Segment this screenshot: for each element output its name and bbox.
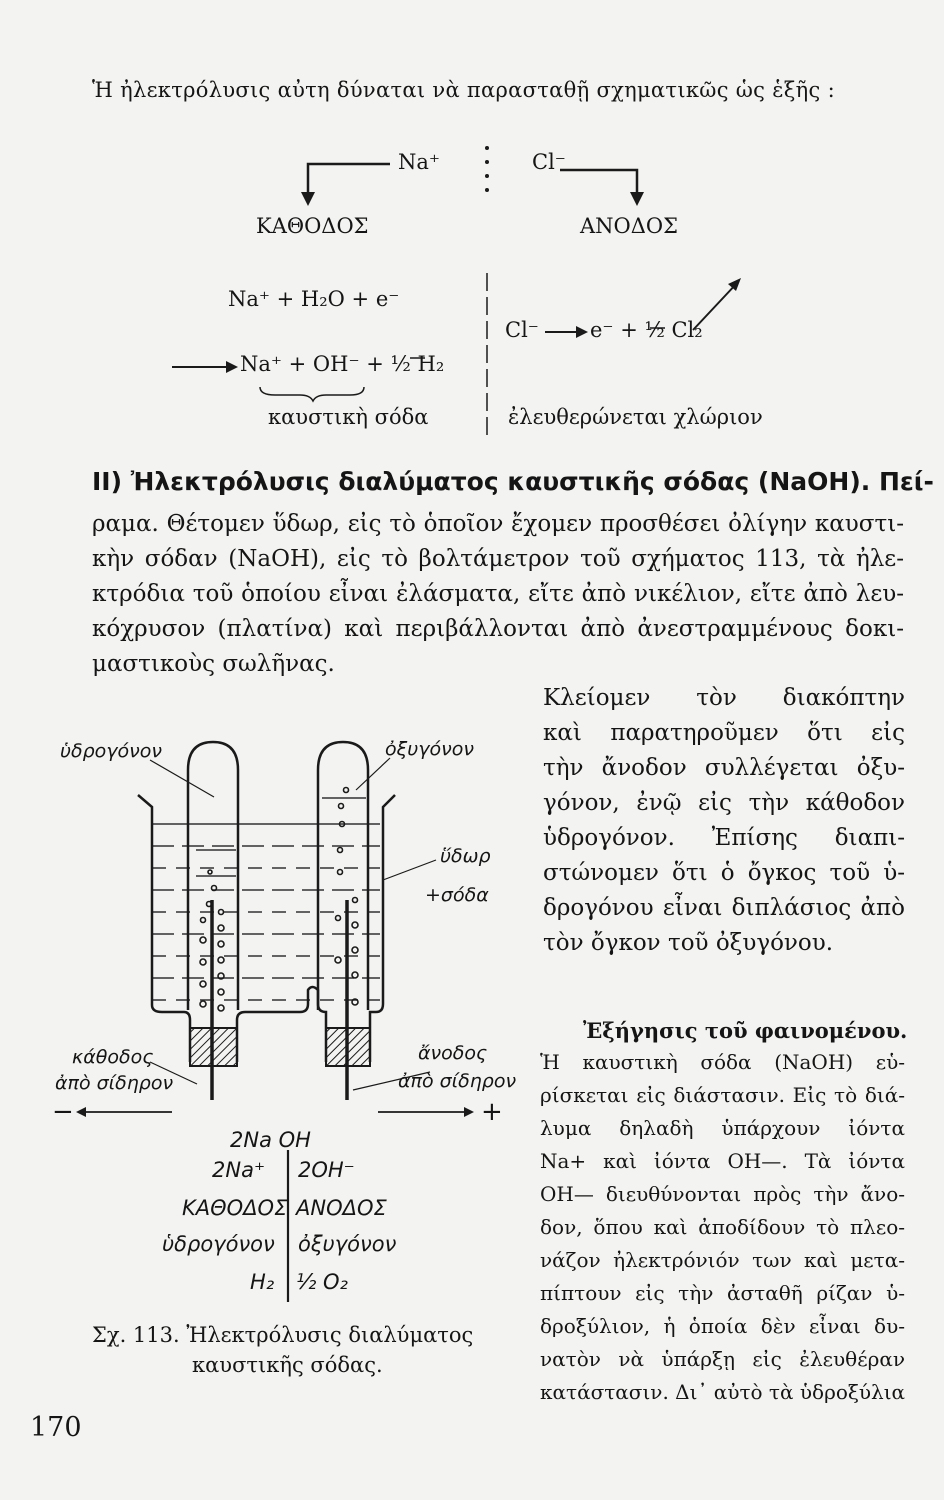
table-anode: ΑΝΟΔΟΣ — [296, 1196, 387, 1220]
formula-naoh: 2Na OH — [230, 1128, 311, 1152]
observation-line: ὑδρογόνον. Ἐπίσης διαπι- — [543, 825, 905, 851]
anode-heading: ΑΝΟΔΟΣ — [580, 214, 678, 238]
paragraph-line: κτρόδια τοῦ ὁποίου εἶναι ἐλάσματα, εἴτε ἀπὸ νικέλιον, εἴτε ἀπὸ λευ- — [92, 581, 904, 607]
explanation-line: Ἡ καυστικὴ σόδα (NaOH) εὑ- — [540, 1050, 905, 1074]
explanation-line: δροξύλιον, ἡ ὁποία δὲν εἶναι δυ- — [540, 1314, 905, 1338]
anode-note: ἐλευθερώνεται χλώριον — [508, 405, 763, 429]
explanation-line: ρίσκεται εἰς διάστασιν. Εἰς τὸ διά- — [540, 1083, 905, 1107]
observation-line: δρογόνου εἶναι διπλάσιος ἀπὸ — [543, 895, 905, 921]
explanation-line: νάζον ἠλεκτρόνιόν των καὶ μετα- — [540, 1248, 905, 1272]
observation-line: στώνομεν ὅτι ὁ ὄγκος τοῦ ὑ- — [543, 860, 905, 886]
cl-ion-label: Cl⁻ — [532, 150, 566, 174]
anode-label: ἄνοδος — [418, 1042, 488, 1064]
observation-line: τὴν ἄνοδον συλλέγεται ὀξυ- — [543, 755, 905, 781]
explanation-line: νατὸν νὰ ὑπάρξῃ εἰς ἐλευθέραν — [540, 1347, 905, 1371]
water-label: ὕδωρ — [440, 845, 491, 867]
explanation-line: πίπτουν εἰς τὴν ἀσταθῆ ρίζαν ὑ- — [540, 1281, 905, 1305]
explanation-line: λυμα δηλαδὴ ὑπάρχουν ἰόντα — [540, 1116, 905, 1140]
ions-sodium: 2Na⁺ — [212, 1158, 266, 1182]
anode-equation-products: e⁻ + ½ Cl₂ — [590, 318, 703, 342]
plus-terminal: + — [481, 1097, 503, 1127]
oxygen-label: ὀξυγόνον — [385, 738, 474, 760]
cathode-label: κάθοδος — [72, 1046, 154, 1068]
paragraph-line: μαστικοὺς σωλῆνας. — [92, 651, 335, 677]
cathode-equation-reactants: Na⁺ + H₂O + e⁻ — [228, 287, 400, 311]
product-o2: ½ O₂ — [296, 1270, 348, 1294]
table-cathode: ΚΑΘΟΔΟΣ — [182, 1196, 288, 1220]
table-oxygen: ὀξυγόνον — [298, 1232, 397, 1256]
observation-line: καὶ παρατηροῦμεν ὅτι εἰς — [543, 720, 905, 746]
explanation-heading: Ἐξήγησις τοῦ φαινομένου. — [583, 1018, 908, 1043]
ions-hydroxide: 2OH⁻ — [298, 1158, 355, 1182]
explanation-line: δον, ὅπου καὶ ἀποδίδουν τὸ πλεο- — [540, 1215, 905, 1239]
anode-material-label: ἀπὸ σίδηρον — [398, 1070, 517, 1092]
observation-line: τὸν ὄγκον τοῦ ὀξυγόνου. — [543, 930, 834, 956]
cathode-note: καυστικὴ σόδα — [268, 405, 429, 429]
paragraph-line: κὴν σόδαν (NaOH), εἰς τὸ βολτάμετρον τοῦ σχήματος 113, τὰ ἠλε- — [92, 546, 904, 572]
soda-label: +σόδα — [425, 884, 489, 906]
paragraph-line: κόχρυσον (πλατίνα) καὶ περιβάλλονται ἀπὸ ἀνεστραμμένους δοκι- — [92, 616, 904, 642]
observation-line: Κλείομεν τὸν διακόπτην — [543, 685, 905, 711]
na-ion-label: Na⁺ — [398, 150, 440, 174]
explanation-line: Na+ καὶ ἰόντα OH—. Τὰ ἰόντα — [540, 1149, 905, 1173]
paragraph-line: ραμα. Θέτομεν ὕδωρ, εἰς τὸ ὁποῖον ἔχομεν προσθέσει ὀλίγην καυστι- — [92, 511, 904, 537]
cathode-heading: ΚΑΘΟΔΟΣ — [256, 214, 369, 238]
table-hydrogen: ὑδρογόνον — [162, 1232, 275, 1256]
cathode-equation-products: Na⁺ + OH⁻ + ½ H₂ — [240, 352, 445, 376]
minus-terminal: − — [52, 1097, 74, 1127]
cathode-material-label: ἀπὸ σίδηρον — [55, 1072, 174, 1094]
explanation-line: κατάστασιν. Δι᾽ αὐτὸ τὰ ὑδροξύλια — [540, 1380, 906, 1404]
figure-caption-line1: Σχ. 113. Ἠλεκτρόλυσις διαλύματος — [92, 1323, 474, 1347]
page-number: 170 — [30, 1412, 82, 1443]
observation-line: γόνον, ἐνῷ εἰς τὴν κάθοδον — [543, 790, 905, 816]
anode-equation-reactant: Cl⁻ — [505, 318, 539, 342]
section-heading: II) Ἠλεκτρόλυσις διαλύματος καυστικῆς σόδας (NaOH). Πεί- — [92, 467, 934, 496]
product-h2: H₂ — [250, 1270, 275, 1294]
explanation-line: OH— διευθύνονται πρὸς τὴν ἄνο- — [540, 1182, 905, 1206]
intro-text: Ἡ ἠλεκτρόλυσις αὐτη δύναται νὰ παρασταθῇ σχηματικῶς ὡς ἑξῆς : — [92, 78, 835, 102]
oxygen-tube — [318, 742, 368, 1010]
hydrogen-label: ὑδρογόνον — [60, 740, 163, 762]
figure-caption-line2: καυστικῆς σόδας. — [192, 1353, 383, 1377]
